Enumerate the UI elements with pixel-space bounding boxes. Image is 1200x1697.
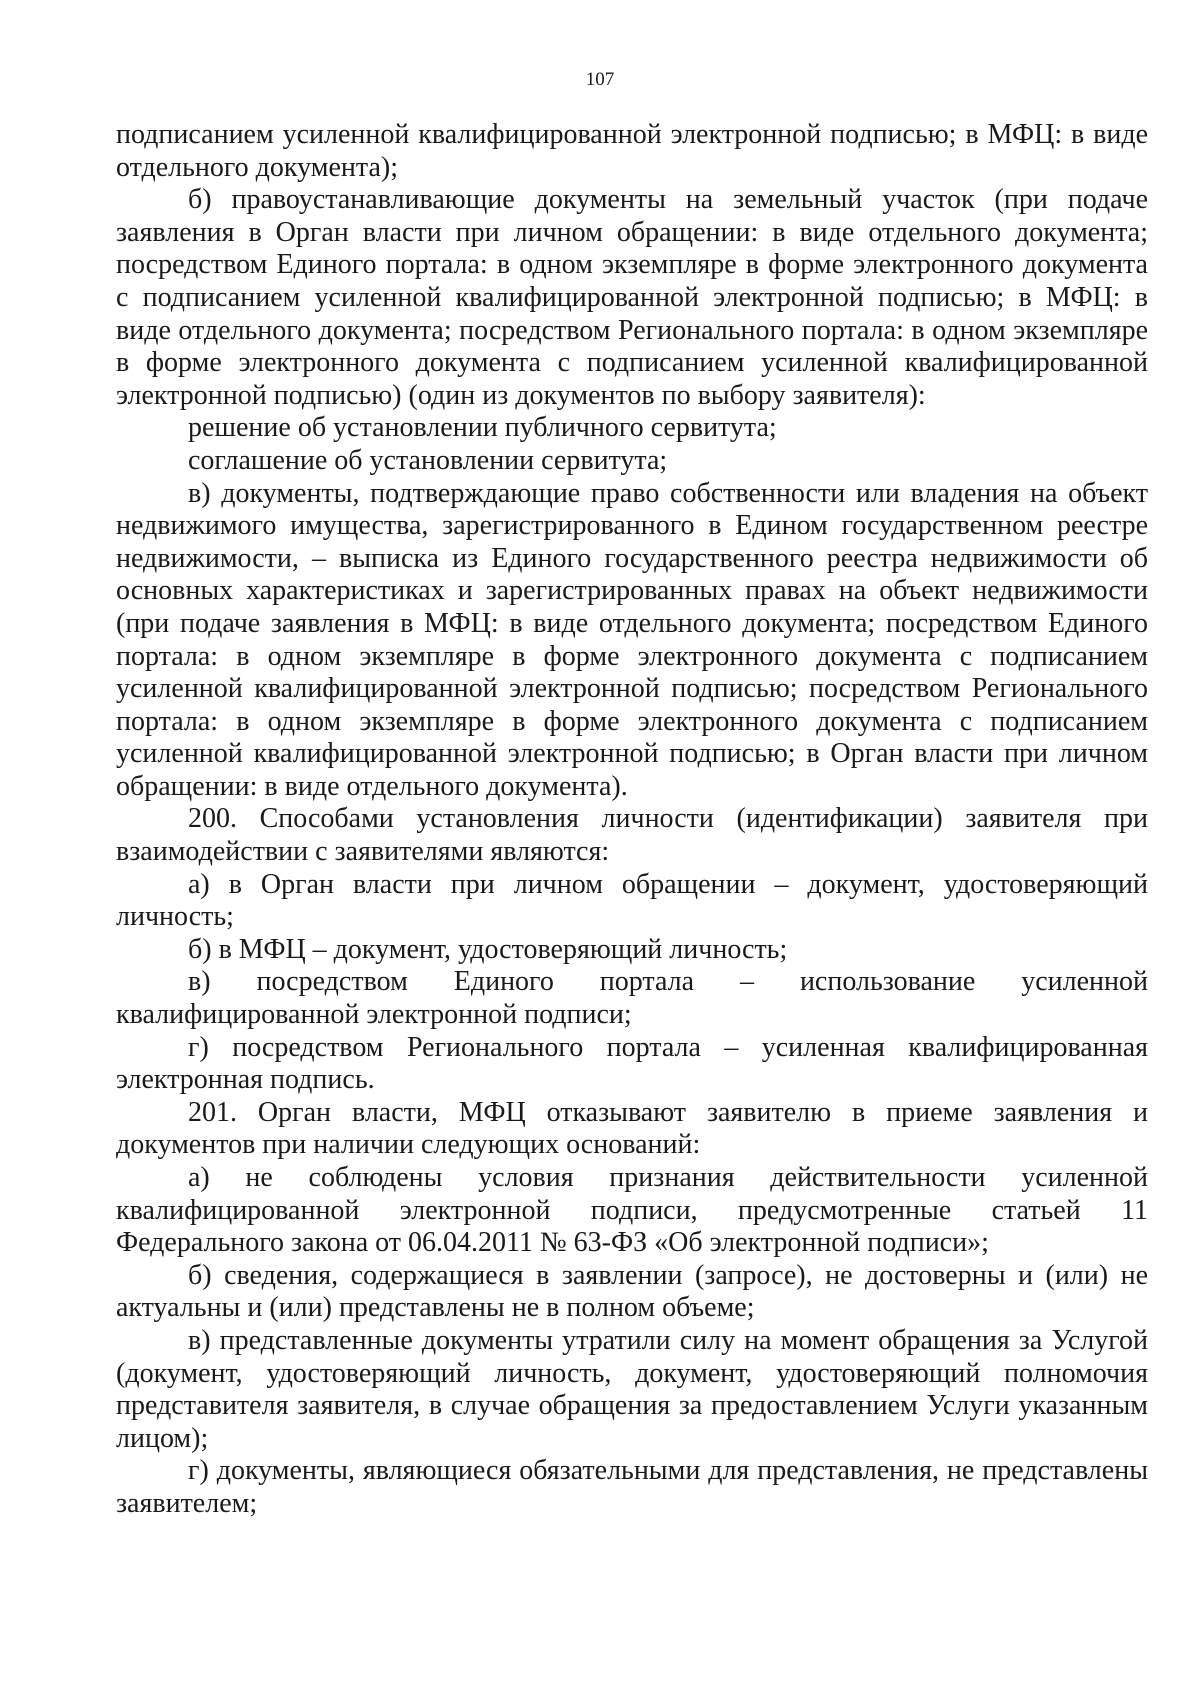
document-body: [116, 119, 1148, 1521]
paragraph-201-b: б) сведения, содержащиеся в заявлении (запросе), не достоверны и (или) не актуальны и (или) представлены не в полном объеме;: [116, 1259, 1148, 1324]
paragraph-201: 201. Орган власти, МФЦ отказывают заявителю в приеме заявления и документов при наличии следующих оснований:: [116, 1096, 1148, 1161]
paragraph-continuation: подписанием усиленной квалифицированной электронной подписью; в МФЦ: в виде отдельного документа);: [116, 119, 1148, 183]
paragraph-201-g: г) документы, являющиеся обязательными для представления, не представлены заявителем;: [116, 1455, 1148, 1519]
page-number: 107: [585, 69, 615, 90]
paragraph-200-a: а) в Орган власти при личном обращении – документ, удостоверяющий личность;: [116, 868, 1148, 933]
paragraph-200-v: в) посредством Единого портала – использование усиленной квалифицированной электронной подписи;: [116, 966, 1148, 1031]
paragraph-200-b: б) в МФЦ – документ, удостоверяющий личность;: [188, 933, 788, 965]
paragraph-servitude-agreement: соглашение об установлении сервитута;: [188, 444, 668, 476]
paragraph-201-v: в) представленные документы утратили силу на момент обращения за Услугой (документ, удостоверяющий личность, документ, удостоверяющий полномочия представителя заявителя, в случае обращения за предоставлением Услуги указанным лицом);: [116, 1324, 1148, 1454]
paragraph-item-b-title-documents: б) правоустанавливающие документы на земельный участок (при подаче заявления в Орган власти при личном обращении: в виде отдельного документа; посредством Единого портала: в одном экземпляре в форме электронного документа с подписанием усиленной квалифицированной электронной подписью; в МФЦ: в виде отдельного документа; посредством Регионального портала: в одном экземпляре в форме электронного документа с подписанием усиленной квалифицированной электронной подписью) (один из документов по выбору заявителя):: [116, 184, 1148, 411]
paragraph-200-g: г) посредством Регионального портала – усиленная квалифицированная электронная подпись.: [116, 1031, 1148, 1096]
paragraph-item-v-ownership-documents: в) документы, подтверждающие право собственности или владения на объект недвижимого имущества, зарегистрированного в Едином государственном реестре недвижимости, – выписка из Единого государственного реестра недвижимости об основных характеристиках и зарегистрированных правах на объект недвижимости (при подаче заявления в МФЦ: в виде отдельного документа; посредством Единого портала: в одном экземпляре в форме электронного документа с подписанием усиленной квалифицированной электронной подписью; посредством Регионального портала: в одном экземпляре в форме электронного документа с подписанием усиленной квалифицированной электронной подписью; в Орган власти при личном обращении: в виде отдельного документа).: [116, 477, 1148, 802]
paragraph-201-a: а) не соблюдены условия признания действительности усиленной квалифицированной электронной подписи, предусмотренные статьей 11 Федерального закона от 06.04.2011 № 63-ФЗ «Об электронной подписи»;: [116, 1162, 1148, 1259]
paragraph-200: 200. Способами установления личности (идентификации) заявителя при взаимодействии с заявителями являются:: [116, 803, 1148, 868]
paragraph-public-servitude-decision: решение об установлении публичного сервитута;: [188, 412, 777, 444]
